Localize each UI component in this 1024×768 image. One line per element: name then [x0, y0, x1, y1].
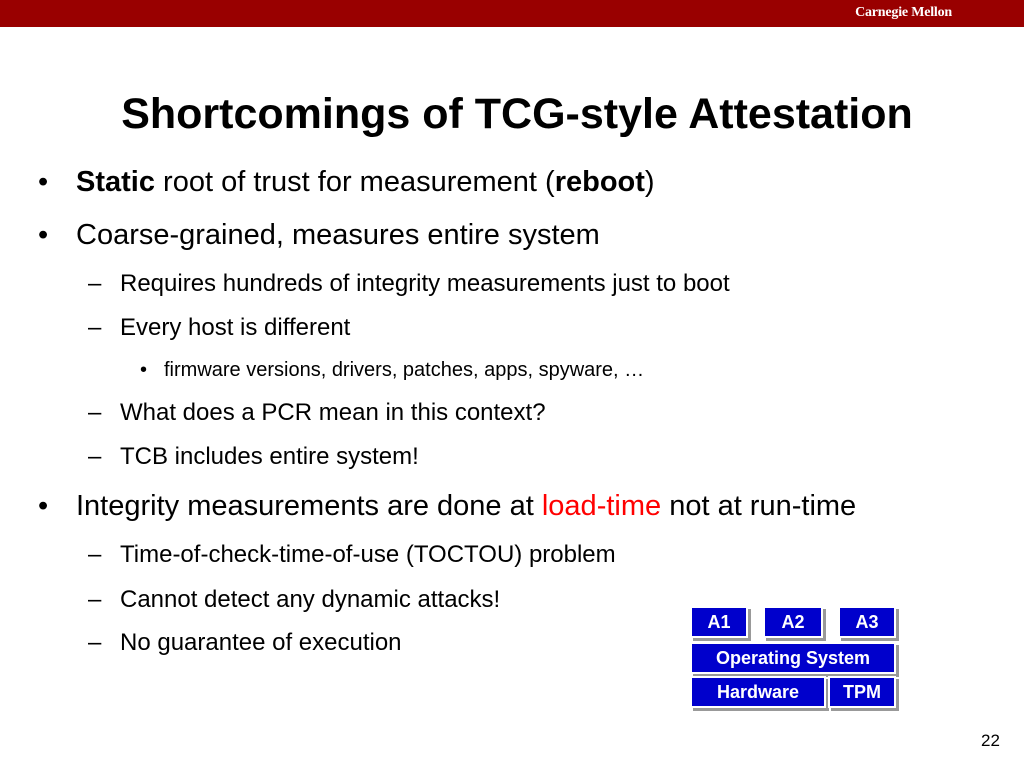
sub-bullet-tcb: TCB includes entire system!	[120, 443, 419, 470]
bullet-coarse-grained: Coarse-grained, measures entire system	[76, 219, 600, 251]
highlight-load-time: load-time	[541, 490, 662, 522]
system-stack-diagram	[690, 606, 902, 716]
dash-marker: –	[88, 629, 102, 656]
dash-marker: –	[88, 314, 102, 341]
dash-marker: –	[88, 270, 102, 297]
bullet-marker-small: •	[140, 359, 148, 381]
brand-logo-text: Carnegie Mellon	[855, 5, 952, 20]
bullet-marker: •	[38, 166, 49, 198]
bullet-text: Integrity measurements are done at	[76, 490, 542, 522]
dash-marker: –	[88, 541, 102, 568]
bullet-bold-static: Static	[76, 166, 155, 198]
bullet-text: root of trust for measurement (	[154, 166, 555, 198]
app-block-a3: A3	[838, 606, 896, 638]
bullet-integrity	[76, 490, 856, 523]
bullet-marker: •	[38, 219, 49, 251]
sub-sub-bullet-firmware: firmware versions, drivers, patches, apps, spyware, …	[164, 359, 645, 381]
app-block-a1: A1	[690, 606, 748, 638]
page-number: 22	[981, 731, 1000, 750]
bullet-marker: •	[38, 490, 49, 522]
dash-marker: –	[88, 586, 102, 613]
sub-bullet-every-host: Every host is different	[120, 314, 351, 341]
sub-bullet-hundreds: Requires hundreds of integrity measurements just to boot	[120, 270, 730, 297]
tpm-block: TPM	[828, 676, 896, 708]
bullet-text-end: not at run-time	[661, 490, 857, 522]
slide-title: Shortcomings of TCG-style Attestation	[121, 90, 913, 138]
sub-bullet-no-guarantee: No guarantee of execution	[120, 629, 402, 656]
dash-marker: –	[88, 443, 102, 470]
sub-bullet-toctou: Time-of-check-time-of-use (TOCTOU) problem	[120, 541, 616, 568]
sub-bullet-pcr: What does a PCR mean in this context?	[120, 399, 546, 426]
bullet-static-root	[76, 166, 655, 199]
hardware-block: Hardware	[690, 676, 826, 708]
dash-marker: –	[88, 399, 102, 426]
bullet-text-end: )	[644, 166, 655, 198]
app-block-a2: A2	[763, 606, 823, 638]
bullet-bold-reboot: reboot	[554, 166, 645, 198]
header-bar	[0, 0, 1024, 27]
sub-bullet-dynamic-attacks: Cannot detect any dynamic attacks!	[120, 586, 501, 613]
os-block: Operating System	[690, 642, 896, 674]
